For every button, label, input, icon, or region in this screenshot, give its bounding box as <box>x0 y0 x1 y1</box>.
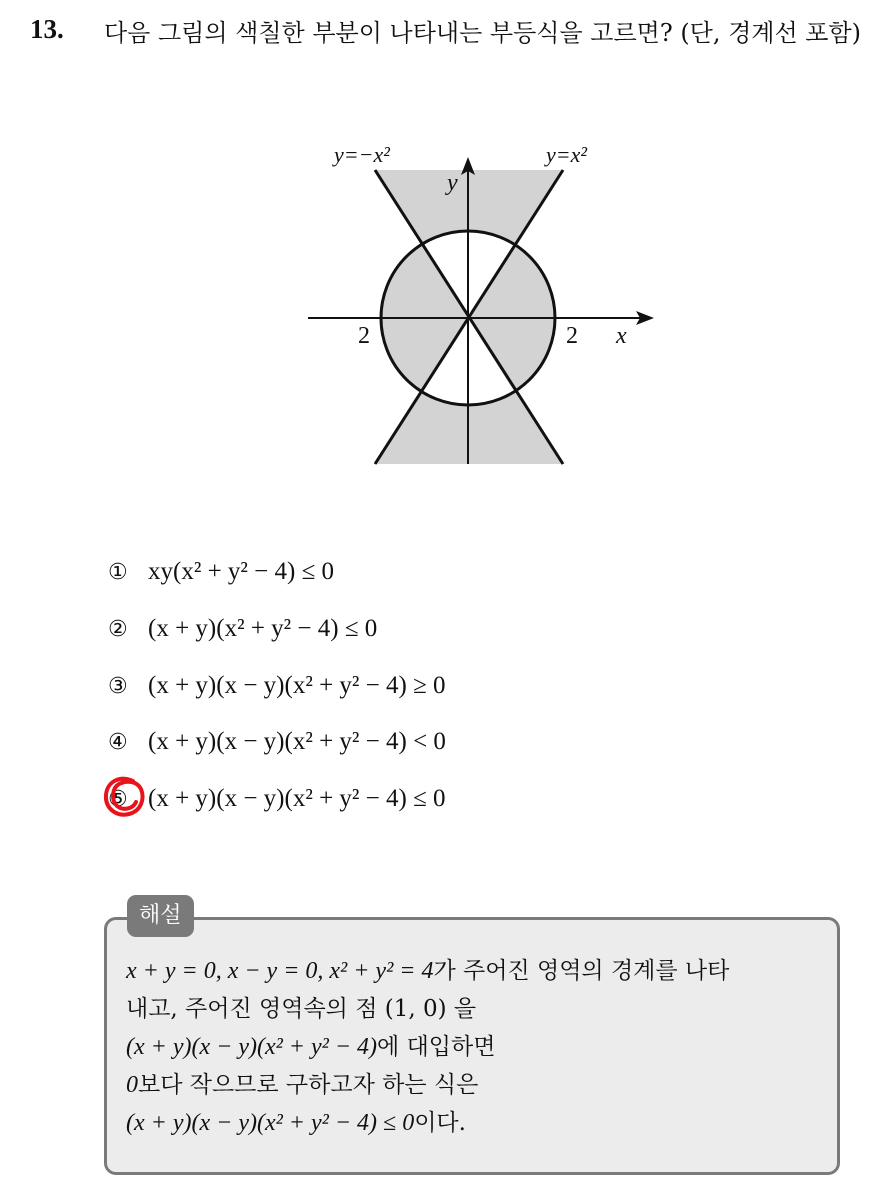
explanation-line-4 <box>126 1066 836 1104</box>
choice-2[interactable] <box>108 610 377 646</box>
explanation-text <box>126 952 836 1142</box>
label-right-curve: y=x² <box>546 142 587 167</box>
choice-number: ① <box>108 560 128 585</box>
choice-number: ③ <box>108 674 128 699</box>
explanation-tag: 해설 <box>127 895 194 937</box>
explanation-line-3 <box>126 1028 836 1066</box>
explanation-line-5 <box>126 1104 836 1142</box>
answer-circle-mark-icon <box>101 773 149 821</box>
explanation-math: (x + y)(x − y)(x² + y² − 4) <box>126 1034 378 1060</box>
choice-expression: (x + y)(x − y)(x² + y² − 4) < 0 <box>148 728 446 755</box>
choice-number: ② <box>108 617 128 642</box>
choice-4[interactable] <box>108 723 446 759</box>
choice-number: ④ <box>108 730 128 755</box>
choice-1[interactable] <box>108 553 334 589</box>
axis-x-label: x <box>616 323 627 349</box>
choice-expression: xy(x² + y² − 4) ≤ 0 <box>148 558 335 585</box>
explanation-line-1 <box>126 952 836 990</box>
axis-y-label: y <box>447 170 458 196</box>
question-text: 다음 그림의 색칠한 부분이 나타내는 부등식을 고르면? (단, 경계선 포함) <box>104 19 862 47</box>
explanation-math: 0 <box>126 1072 138 1098</box>
explanation-math: (x + y)(x − y)(x² + y² − 4) ≤ 0 <box>126 1110 415 1136</box>
question-number: 13. <box>30 14 64 44</box>
choice-expression: (x + y)(x − y)(x² + y² − 4) ≤ 0 <box>148 785 446 812</box>
explanation-math: x + y = 0, x − y = 0, x² + y² = 4 <box>126 958 434 984</box>
explanation-words: 내고, 주어진 영역속의 점 (1, 0) 을 <box>126 996 477 1022</box>
label-left-curve: y=−x² <box>334 142 390 167</box>
choice-5[interactable] <box>108 780 446 816</box>
explanation-line-2 <box>126 990 836 1028</box>
explanation-words: 가 주어진 영역의 경계를 나타 <box>433 958 730 984</box>
choice-expression: (x + y)(x − y)(x² + y² − 4) ≥ 0 <box>148 672 446 699</box>
region-figure <box>300 140 660 470</box>
choice-number: ⑤ <box>108 787 128 812</box>
tick-left: 2 <box>358 323 370 349</box>
explanation-words: 보다 작으므로 구하고자 하는 식은 <box>138 1072 479 1098</box>
explanation-words: 에 대입하면 <box>377 1034 496 1060</box>
choice-expression: (x + y)(x² + y² − 4) ≤ 0 <box>148 615 378 642</box>
choice-3[interactable] <box>108 667 446 703</box>
tick-right: 2 <box>566 323 578 349</box>
explanation-words: 이다. <box>414 1110 466 1136</box>
